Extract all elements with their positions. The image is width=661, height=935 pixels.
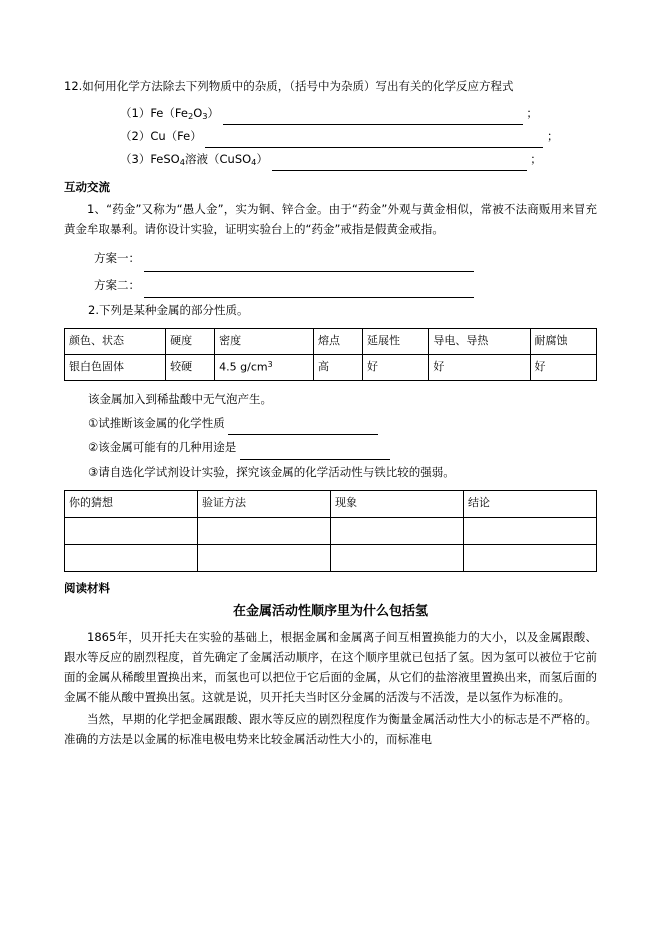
- table-row: [65, 329, 597, 355]
- props-cell-3: 高: [313, 355, 362, 381]
- item-3-blank[interactable]: [272, 159, 527, 171]
- table-row: [65, 517, 597, 544]
- props-cell-5: 好: [429, 355, 530, 381]
- props-header-4: 延展性: [362, 329, 428, 355]
- guess-cell-6[interactable]: [331, 544, 464, 571]
- props-header-6: 耐腐蚀: [530, 329, 596, 355]
- reading-paragraph-1: 1865年，贝开托夫在实验的基础上，根据金属和金属离子间互相置换能力的大小，以及金属跟酸、跟水等反应的剧烈程度，首先确定了金属活动顺序，在这个顺序里就已包括了氢。因为氢可以被位于它前面的金属从稀酸里置换出来，而氢也可以把位于它后面的金属，从它们的盐溶液里置换出来，而氢后面的金属不能从酸中置换出氢。这就是说，贝开托夫当时区分金属的活泼与不活泼，是以氢作为标准的。: [64, 629, 597, 705]
- section-title-interaction: 互动交流: [64, 179, 110, 194]
- section-title-reading: 阅读材料: [64, 580, 110, 595]
- table-row: [65, 490, 597, 517]
- sub-question-2-label: ②该金属可能有的几种用途是: [88, 440, 237, 455]
- guess-header-2: 现象: [331, 490, 464, 517]
- plan-one-row: [94, 245, 597, 271]
- guess-cell-4[interactable]: [65, 544, 198, 571]
- item-3-end: ；: [530, 151, 542, 166]
- guess-header-3: 结论: [464, 490, 597, 517]
- question-12-stem: 12.如何用化学方法除去下列物质中的杂质，（括号中为杂质）写出有关的化学反应方程式: [64, 79, 514, 93]
- guess-cell-0[interactable]: [65, 517, 198, 544]
- reading-title: 在金属活动性顺序里为什么包括氢: [232, 603, 428, 619]
- guess-cell-3[interactable]: [464, 517, 597, 544]
- interaction-question-2: 2.下列是某种金属的部分性质。: [88, 302, 249, 317]
- question-12-item-1: [120, 102, 597, 125]
- plan-two-blank[interactable]: [144, 286, 474, 298]
- plan-two-label: 方案二：: [94, 277, 140, 292]
- props-header-3: 熔点: [313, 329, 362, 355]
- item-2-blank[interactable]: [205, 136, 543, 148]
- item-2-end: ；: [547, 128, 559, 143]
- item-1-label: $(1)Fe(Fe_2O_3)$: [120, 105, 220, 121]
- plan-one-label: 方案一：: [94, 251, 140, 266]
- guess-cell-7[interactable]: [464, 544, 597, 571]
- question-12-item-2: [120, 125, 597, 148]
- sub-question-1: [88, 411, 597, 435]
- item-1-blank[interactable]: [223, 113, 523, 125]
- sub-question-2: [88, 435, 597, 459]
- guess-header-1: 验证方法: [198, 490, 331, 517]
- sub-question-1-label: ①试推断该金属的化学性质: [88, 416, 225, 431]
- plan-two-row: [94, 272, 597, 298]
- interaction-question-1: 1、“药金”又称为“愚人金”，实为铜、锌合金。由于“药金”外观与黄金相似，常被不法商贩用来冒充黄金牟取暴利。请你设计实验，证明实验台上的“药金”戒指是假黄金戒指。: [64, 201, 597, 236]
- item-2-label: （2）Cu（Fe）: [120, 128, 202, 143]
- props-header-2: 密度: [215, 329, 314, 355]
- properties-table: [64, 328, 597, 381]
- sub-question-3: ③请自选化学试剂设计实验，探究该金属的化学活动性与铁比较的强弱。: [88, 464, 455, 479]
- guess-cell-5[interactable]: [198, 544, 331, 571]
- question-12-item-3: [120, 148, 597, 171]
- props-cell-4: 好: [362, 355, 428, 381]
- table-row: [65, 544, 597, 571]
- guess-cell-2[interactable]: [331, 517, 464, 544]
- item-3-label: （3）FeSO$_4$溶液（CuSO$_4$）: [120, 151, 268, 167]
- props-header-5: 导电、导热: [429, 329, 530, 355]
- props-header-1: 硬度: [166, 329, 215, 355]
- guess-table: [64, 490, 597, 572]
- plan-one-blank[interactable]: [144, 260, 474, 272]
- props-cell-6: 好: [530, 355, 596, 381]
- reading-paragraph-2: 当然，早期的化学把金属跟酸、跟水等反应的剧烈程度作为衡量金属活动性大小的标志是不严格的。准确的方法是以金属的标准电极电势来比较金属活动性大小的，而标准电: [64, 712, 597, 747]
- props-cell-2: 4.5 $g/cm^3$: [215, 355, 314, 381]
- props-header-0: 颜色、状态: [65, 329, 166, 355]
- guess-header-0: 你的猜想: [65, 490, 198, 517]
- sub-question-1-blank[interactable]: [228, 423, 378, 435]
- item-1-end: ；: [526, 105, 538, 120]
- sub-question-2-blank[interactable]: [240, 448, 390, 460]
- props-cell-0: 银白色固体: [65, 355, 166, 381]
- table-row: [65, 355, 597, 381]
- metal-note: 该金属加入到稀盐酸中无气泡产生。: [88, 392, 272, 407]
- guess-cell-1[interactable]: [198, 517, 331, 544]
- props-cell-1: 较硬: [166, 355, 215, 381]
